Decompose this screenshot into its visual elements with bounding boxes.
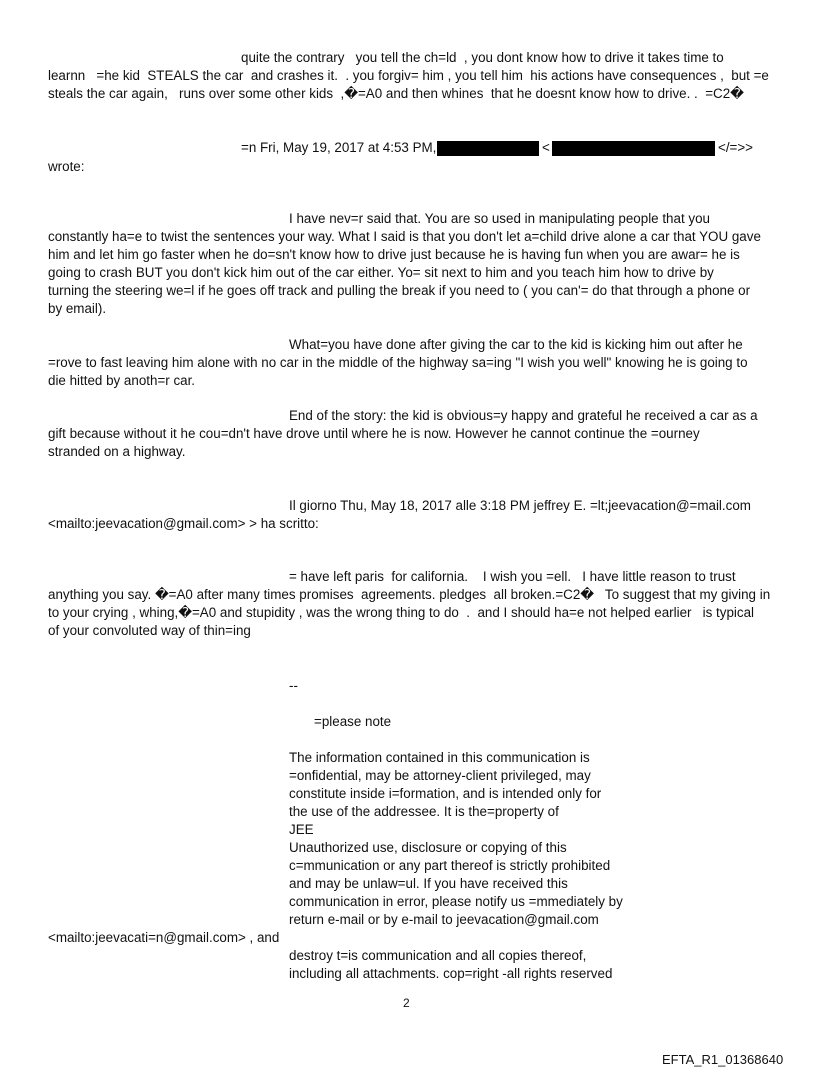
text-line: to your crying , whing,�=A0 and stupidity , was the wrong thing to do . and I should ha=e not helped earlier is typical (48, 605, 754, 620)
text-line: I have nev=r said that. You are so used in manipulating people that you (289, 211, 710, 226)
disclaimer-line: constitute inside i=formation, and is intended only for (289, 786, 602, 801)
text-line: < (542, 140, 550, 155)
text-line: End of the story: the kid is obvious=y happy and grateful he received a car as a (289, 408, 758, 423)
text-line: What=you have done after giving the car to the kid is kicking him out after he (289, 337, 743, 352)
page-number: 2 (403, 996, 410, 1010)
redaction-bar (552, 141, 715, 156)
text-line: learnn =he kid STEALS the car and crashes it. . you forgiv= him , you tell him his actions have consequences , but =e (48, 68, 769, 83)
bates-number: EFTA_R1_01368640 (662, 1052, 784, 1067)
text-line: wrote: (48, 159, 85, 174)
disclaimer-line: =onfidential, may be attorney-client privileged, may (289, 768, 591, 783)
text-line: steals the car again, runs over some other kids ,�=A0 and then whines that he doesnt know how to drive. . =C2� (48, 86, 744, 101)
disclaimer-line: the use of the addressee. It is the=property of (289, 804, 559, 819)
text-line: </=>> (718, 140, 754, 155)
disclaimer-line: including all attachments. cop=right -all rights reserved (289, 966, 613, 981)
text-line: Il giorno Thu, May 18, 2017 alle 3:18 PM jeffrey E. =lt;jeevacation@=mail.com (289, 498, 751, 513)
disclaimer-line: and may be unlaw=ul. If you have received this (289, 876, 568, 891)
disclaimer-line: Unauthorized use, disclosure or copying of this (289, 840, 567, 855)
text-line: going to crash BUT you don't kick him out of the car either. Yo= sit next to him and you teach him how to drive by (48, 265, 714, 280)
text-line: quite the contrary you tell the ch=ld , you dont know how to drive it takes time to (241, 50, 724, 65)
disclaimer-line: destroy t=is communication and all copies thereof, (289, 948, 587, 963)
text-line: gift because without it he cou=dn't have drove until where he is now. However he cannot continue the =ourney (48, 426, 700, 441)
text-line: anything you say. �=A0 after many times promises agreements. pledges all broken.=C2� To suggest that my giving in (48, 587, 771, 602)
disclaimer-heading: =please note (314, 714, 392, 729)
header-date-line: =n Fri, May 19, 2017 at 4:53 PM, (241, 140, 437, 155)
redaction-bar (437, 141, 539, 156)
disclaimer-line: c=mmunication or any part thereof is strictly prohibited (289, 858, 611, 873)
text-line: stranded on a highway. (48, 444, 186, 459)
text-line: <mailto:jeevacation@gmail.com> > ha scritto: (48, 516, 319, 531)
text-line: = have left paris for california. I wish you =ell. I have little reason to trust (289, 569, 736, 584)
text-line: =rove to fast leaving him alone with no car in the middle of the highway sa=ing "I wish you well" knowing he is going to (48, 355, 748, 370)
text-line: constantly ha=e to twist the sentences your way. What I said is that you don't let a=child drive alone a car that YOU gave (48, 229, 761, 244)
text-line: die hitted by anoth=r car. (48, 373, 196, 388)
text-line: of your convoluted way of thin=ing (48, 623, 251, 638)
text-line: by email). (48, 301, 107, 316)
text-line: turning the steering we=l if he goes off track and pulling the break if you need to ( you can'= do that through a phone or (48, 283, 751, 298)
text-line: him and let him go faster when he do=sn't know how to drive just because he is having fun when you are awar= he is (48, 247, 740, 262)
disclaimer-line: return e-mail or by e-mail to jeevacation@gmail.com (289, 912, 599, 927)
disclaimer-line: <mailto:jeevacati=n@gmail.com> , and (48, 930, 280, 945)
disclaimer-line: The information contained in this communication is (289, 750, 590, 765)
disclaimer-line: JEE (289, 822, 314, 837)
signature-separator: -- (289, 678, 298, 693)
disclaimer-line: communication in error, please notify us =mmediately by (289, 894, 623, 909)
